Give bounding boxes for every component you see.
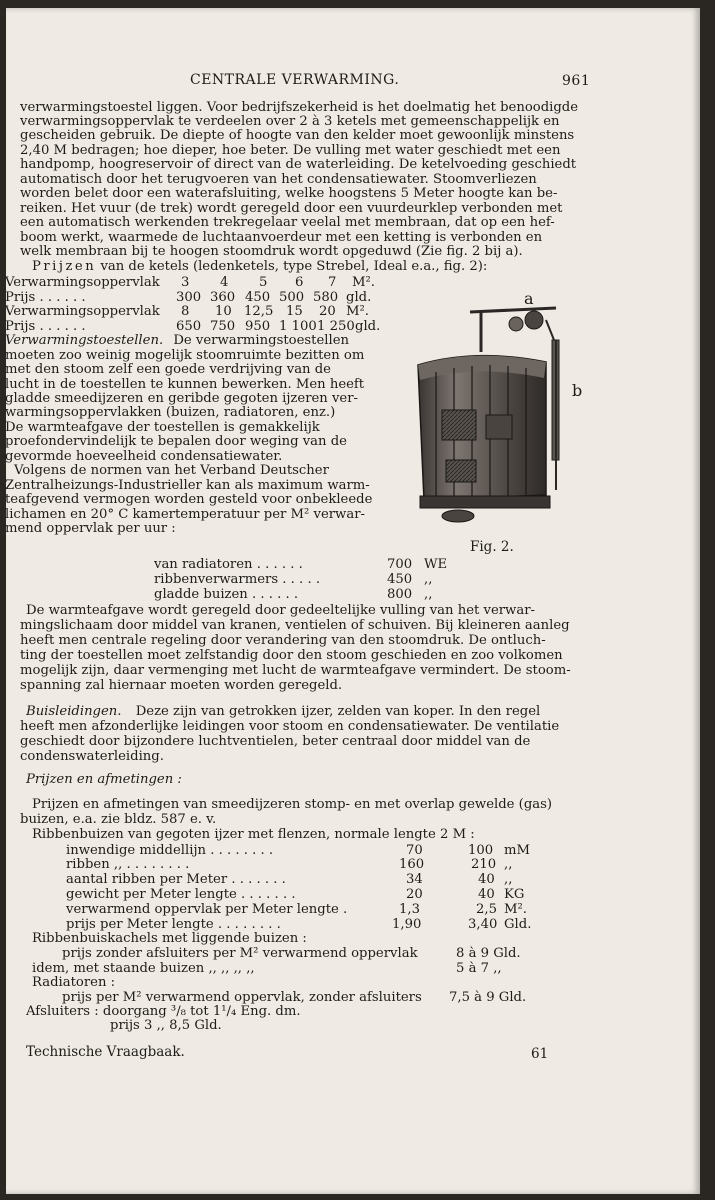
price-value: 750 xyxy=(210,319,236,334)
text-line: spanning zal hiernaar moeten worden geregeld. xyxy=(20,678,343,693)
radiatoren-row-value: 7,5 à 9 Gld. xyxy=(449,990,527,1005)
ribben-value: 20 xyxy=(406,887,423,902)
ribben-value: 40 xyxy=(478,887,495,902)
page xyxy=(6,8,700,1194)
text-line: heeft men centrale regeling door verandering van den stoomdruk. De ontluch- xyxy=(20,633,546,648)
price-value: 5 xyxy=(259,275,268,290)
ribben-value: 1,3 xyxy=(399,902,420,917)
text-line: welk membraan bij te hoogen stoomdruk wordt opgeduwd (Zie fig. 2 bij a). xyxy=(20,244,523,259)
ribben-heading: Ribbenbuizen van gegoten ijzer met flenzen, normale lengte 2 M : xyxy=(32,827,475,842)
ribben-label: aantal ribben per Meter . . . . . . . xyxy=(66,872,286,887)
we-label: van radiatoren . . . . . . xyxy=(154,557,303,572)
we-value: 450 xyxy=(387,572,413,587)
price-label: Prijs . . . . . . xyxy=(5,319,86,334)
price-value: 10 xyxy=(215,304,232,319)
footer-signature: 61 xyxy=(531,1046,549,1062)
section-heading: Buisleidingen. xyxy=(26,704,122,719)
price-value: 12,5 xyxy=(244,304,274,319)
ribben-label: inwendige middellijn . . . . . . . . xyxy=(66,843,274,858)
text-line: De warmteafgave wordt geregeld door gedeeltelijke vulling van het verwar- xyxy=(26,603,535,618)
text-line: geschiedt door bijzondere luchtventielen, beter centraal door middel van de xyxy=(20,734,531,749)
text-line: warmingsoppervlakken (buizen, radiatoren, enz.) xyxy=(5,405,336,420)
prices-lead: Prijzen xyxy=(32,259,97,274)
kachels-heading: Ribbenbuiskachels met liggende buizen : xyxy=(32,931,307,946)
text-line: Zentralheizungs-Industrieller kan als maximum warm- xyxy=(5,478,370,493)
ribben-value: 210 xyxy=(471,857,497,872)
ribben-unit: ,, xyxy=(504,872,513,887)
text-line: mingslichaam door middel van kranen, ventielen of schuiven. Bij kleineren aanleg xyxy=(20,618,570,633)
ribben-value: 100 xyxy=(468,843,494,858)
price-value: 8 xyxy=(181,304,190,319)
text-line: gescheiden gebruik. De diepte of hoogte van den kelder moet gewoonlijk minstens xyxy=(20,128,575,143)
afsluiters-line-2: prijs 3 ,, 8,5 Gld. xyxy=(110,1018,222,1033)
text-line: ting der toestellen moet zelfstandig door den stoom geschieden en zoo volkomen xyxy=(20,648,563,663)
running-title: CENTRALE VERWARMING. xyxy=(190,72,400,88)
text-line: proefondervindelijk te bepalen door weging van de xyxy=(5,434,347,449)
ribben-value: 2,5 xyxy=(476,902,497,917)
price-value: 15 xyxy=(286,304,303,319)
ribben-value: 3,40 xyxy=(468,917,498,932)
text-line: automatisch door het terugvoeren van het condensatiewater. Stoomverliezen xyxy=(20,172,537,187)
ribben-label: prijs per Meter lengte . . . . . . . . xyxy=(66,917,281,932)
text-line: lucht in de toestellen te kunnen bewerken. Men heeft xyxy=(5,377,365,392)
price-value: 500 xyxy=(279,290,305,305)
price-label: Verwarmingsoppervlak xyxy=(5,275,160,290)
ribben-value: 70 xyxy=(406,843,423,858)
text-line xyxy=(5,334,349,348)
ribben-unit: M². xyxy=(504,902,527,917)
text-line: condenswaterleiding. xyxy=(20,749,164,764)
ribben-value: 1,90 xyxy=(392,917,422,932)
text-line xyxy=(26,705,540,719)
we-value: 700 xyxy=(387,557,413,572)
text-line: worden belet door een waterafsluiting, welke hoogstens 5 Meter hoogte kan be- xyxy=(20,186,558,201)
ribben-label: gewicht per Meter lengte . . . . . . . xyxy=(66,887,296,902)
ribben-value: 34 xyxy=(406,872,423,887)
price-value: 1 100 xyxy=(279,319,317,334)
we-value: 800 xyxy=(387,587,413,602)
price-unit: gld. xyxy=(346,290,372,305)
ribben-value: 160 xyxy=(399,857,425,872)
text-line: heeft men afzonderlijke leidingen voor stoom en condensatiewater. De ventilatie xyxy=(20,719,560,734)
ribben-label: ribben ,, . . . . . . . . xyxy=(66,857,190,872)
text-line: gevormde hoeveelheid condensatiewater. xyxy=(5,449,283,464)
price-value: 20 xyxy=(319,304,336,319)
price-label: Prijs . . . . . . xyxy=(5,290,86,305)
price-unit: M². xyxy=(346,304,369,319)
text-span: Deze zijn van getrokken ijzer, zelden van koper. In den regel xyxy=(135,704,541,719)
price-value: 300 xyxy=(176,290,202,305)
price-label: Verwarmingsoppervlak xyxy=(5,304,160,319)
kachels-row-1-value: 8 à 9 Gld. xyxy=(456,946,521,961)
figure-caption: Fig. 2. xyxy=(470,539,514,555)
we-label: gladde buizen . . . . . . xyxy=(154,587,299,602)
boiler-illustration xyxy=(406,290,586,540)
price-value: 3 xyxy=(181,275,190,290)
ribben-unit: ,, xyxy=(504,857,513,872)
price-value: 7 xyxy=(328,275,337,290)
prices-rest: van de ketels (ledenketels, type Strebel, Ideal e.a., fig. 2): xyxy=(100,259,488,274)
price-value: 950 xyxy=(245,319,271,334)
figure-label-b: b xyxy=(572,381,583,400)
ribben-unit: mM xyxy=(504,843,531,858)
radiatoren-row-label: prijs per M² verwarmend oppervlak, zonder afsluiters xyxy=(62,990,422,1005)
text-line: Prijzen en afmetingen van smeedijzeren stomp- en met overlap gewelde (gas) xyxy=(32,797,553,812)
text-line: gladde smeedijzeren en geribde gegoten ijzeren ver- xyxy=(5,391,358,406)
text-line: lichamen en 20° C kamertemperatuur per M² verwar- xyxy=(5,507,365,522)
ribben-label: verwarmend oppervlak per Meter lengte . xyxy=(66,902,348,917)
we-label: ribbenverwarmers . . . . . xyxy=(154,572,321,587)
text-line: een automatisch werkenden trekregelaar veelal met membraan, dat op een hef- xyxy=(20,215,555,230)
prices-intro xyxy=(32,260,487,274)
text-line: reiken. Het vuur (de trek) wordt geregeld door een vuurdeurklep verbonden met xyxy=(20,201,563,216)
section-heading: Verwarmingstoestellen. xyxy=(5,333,164,348)
figure-2 xyxy=(406,290,586,540)
kachels-row-2-value: 5 à 7 ,, xyxy=(456,961,502,976)
price-value: 4 xyxy=(220,275,229,290)
text-line: 2,40 M bedragen; hoe dieper, hoe beter. De vulling met water geschiedt met een xyxy=(20,143,561,158)
text-line: handpomp, hoogreservoir of direct van de waterleiding. De ketelvoeding geschiedt xyxy=(20,157,577,172)
radiatoren-heading: Radiatoren : xyxy=(32,975,116,990)
text-line: De warmteafgave der toestellen is gemakkelijk xyxy=(5,420,320,435)
ribben-unit: KG xyxy=(504,887,525,902)
text-line: teafgevend vermogen worden gesteld voor onbekleede xyxy=(5,492,373,507)
text-line: boom werkt, waarmede de luchtaanvoerdeur met een ketting is verbonden en xyxy=(20,230,543,245)
text-line: met den stoom zelf een goede verdrijving van de xyxy=(5,362,331,377)
price-unit: M². xyxy=(352,275,375,290)
price-value: 6 xyxy=(295,275,304,290)
we-unit: ,, xyxy=(424,572,433,587)
price-value: 580 xyxy=(313,290,339,305)
we-unit: ,, xyxy=(424,587,433,602)
ribben-unit: Gld. xyxy=(504,917,532,932)
text-line: Volgens de normen van het Verband Deutscher xyxy=(14,463,329,478)
kachels-row-2-label: idem, met staande buizen ,, ,, ,, ,, xyxy=(32,961,255,976)
price-unit: gld. xyxy=(355,319,381,334)
text-line: mogelijk zijn, daar vermenging met lucht de warmteafgave vermindert. De stoom- xyxy=(20,663,571,678)
text-span: De verwarmingstoestellen xyxy=(173,333,349,348)
kachels-row-1-label: prijs zonder afsluiters per M² verwarmend oppervlak xyxy=(62,946,418,961)
text-line: mend oppervlak per uur : xyxy=(5,521,176,536)
text-line: verwarmingsoppervlak te verdeelen over 2 à 3 ketels met gemeenschappelijk en xyxy=(20,114,560,129)
afsluiters-line-1: Afsluiters : doorgang ³/₈ tot 1¹/₄ Eng. dm. xyxy=(26,1004,301,1019)
text-line: buizen, e.a. zie bldz. 587 e. v. xyxy=(20,812,217,827)
figure-label-a: a xyxy=(524,290,534,308)
page-number: 961 xyxy=(562,73,591,89)
text-line: moeten zoo weinig mogelijk stoomruimte bezitten om xyxy=(5,348,365,363)
we-unit: WE xyxy=(424,557,448,572)
footer-book-title: Technische Vraagbaak. xyxy=(26,1044,185,1060)
section-heading-afmetingen: Prijzen en afmetingen : xyxy=(26,772,182,787)
price-value: 450 xyxy=(245,290,271,305)
price-value: 650 xyxy=(176,319,202,334)
text-line: verwarmingstoestel liggen. Voor bedrijfszekerheid is het doelmatig het benoodigde xyxy=(20,100,579,115)
price-value: 360 xyxy=(210,290,236,305)
price-value: 1 250 xyxy=(317,319,355,334)
ribben-value: 40 xyxy=(478,872,495,887)
